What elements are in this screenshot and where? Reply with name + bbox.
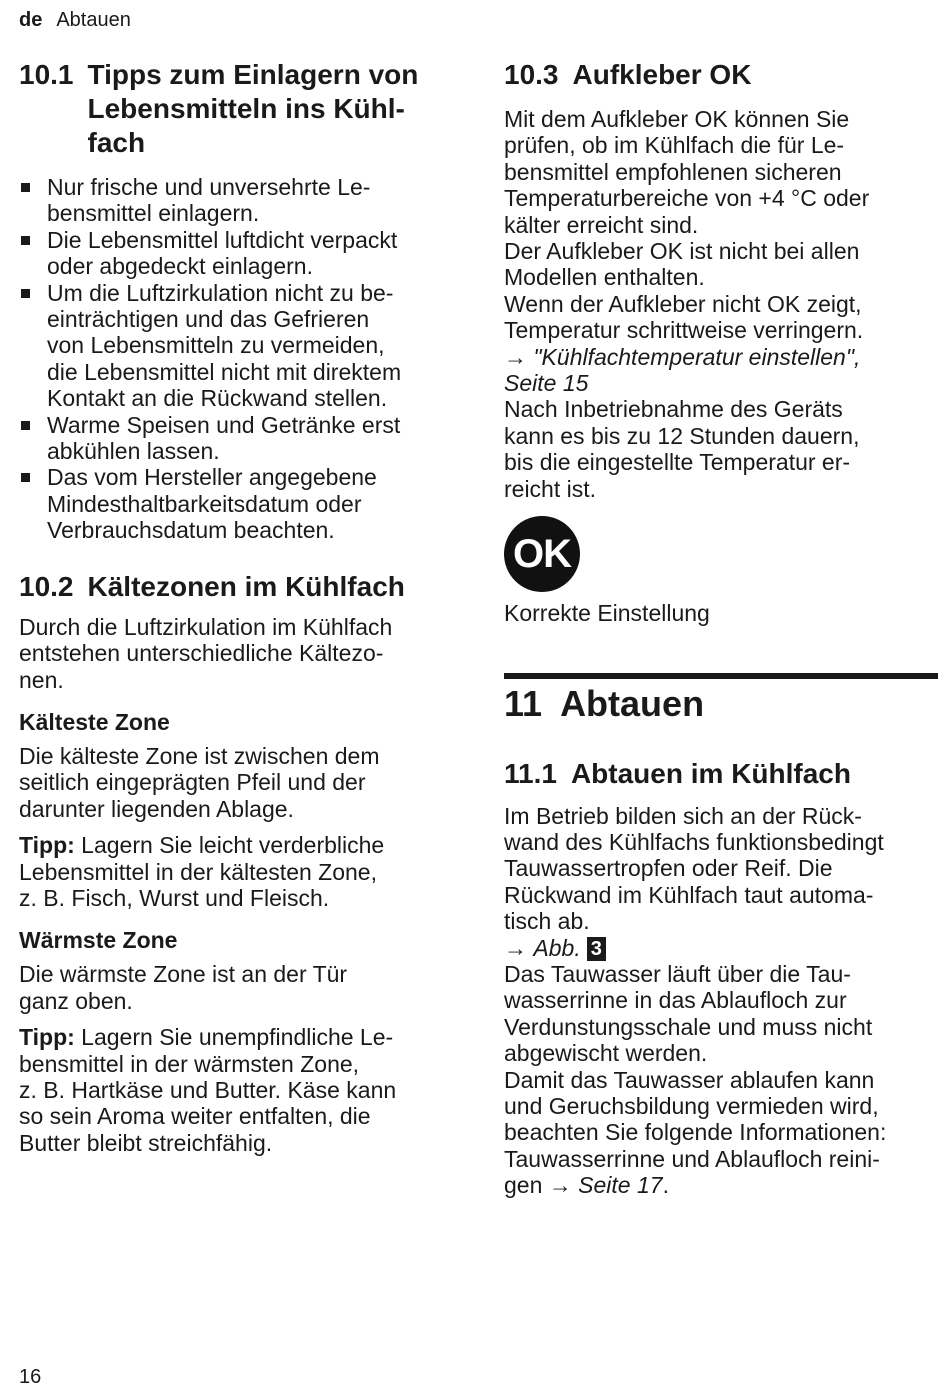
page-link[interactable]: Seite 17 [578, 1172, 663, 1199]
ok-caption: Korrekte Einstellung [504, 600, 710, 627]
section-number: 10.3 [504, 59, 559, 90]
warmest-zone-text: Die wärmste Zone ist an der Tür ganz oben. [19, 961, 348, 1014]
list-item: Um die Luftzirkulation nicht zu be- einträchtigen und das Gefrieren von Lebensmitteln zu vermeiden, die Lebensmittel nicht mit direktem Kontakt an die Rückwand stellen. [19, 280, 459, 412]
figure-reference[interactable] [504, 935, 938, 961]
section-title: Aufkleber OK [572, 59, 752, 90]
coldest-zone-text: Die kälteste Zone ist zwischen dem seitlich eingeprägten Pfeil und der darunter liegenden Ablage. [19, 742, 380, 822]
defrost-text-1: Im Betrieb bilden sich an der Rück- wand des Kühlfachs funktionsbedingt Tauwassertropfen oder Reif. Die Rückwand im Kühlfach taut automa- tisch ab. [504, 802, 884, 935]
list-item: Warme Speisen und Getränke erst abkühlen lassen. [19, 412, 459, 465]
section-title: Tipps zum Einlagern von Lebensmitteln ins Kühl- fach [87, 59, 419, 158]
defrost-text-3: Damit das Tauwasser ablaufen kann und Geruchsbildung vermieden wird, beachten Sie folgende Informationen: Tauwasserrinne und Ablaufloch reini- gen → Seite 17. [504, 1066, 887, 1199]
section-number: 11.1 [504, 757, 557, 789]
section-10-2-heading [19, 570, 459, 604]
chapter-divider [504, 673, 938, 679]
section-number: 10.2 [19, 570, 74, 602]
ok-sticker-icon: OK [504, 516, 580, 592]
chapter-number: 11 [504, 682, 543, 724]
right-column [504, 58, 938, 1199]
coldest-zone-tip: Tipp: Lagern Sie leicht verderbliche Lebensmittel in der kältesten Zone, z. B. Fisch, Wurst und Fleisch. [19, 832, 385, 911]
section-title: Kältezonen im Kühlfach [87, 570, 405, 602]
cross-reference[interactable]: → "Kühlfachtemperatur einstellen", Seite 15 [504, 343, 861, 397]
warmest-zone-heading: Wärmste Zone [19, 927, 178, 954]
storage-tips-list [19, 174, 459, 544]
coldest-zone-heading: Kälteste Zone [19, 708, 170, 735]
left-column [19, 58, 459, 1156]
section-10-3-heading [504, 58, 938, 92]
page-number: 16 [19, 1366, 42, 1388]
ok-sticker-availability: Der Aufkleber OK ist nicht bei allen Modellen enthalten. [504, 238, 860, 291]
list-item: Die Lebensmittel luftdicht verpackt oder abgedeckt einlagern. [19, 227, 459, 280]
language-code: de [19, 9, 43, 31]
ok-sticker-text: Mit dem Aufkleber OK können Sie prüfen, ob im Kühlfach die für Le- bensmittel empfohlenen sicheren Temperaturbereiche von +4 °C oder kälter erreicht sind. [504, 106, 870, 238]
arrow-right-icon: → [548, 1172, 572, 1199]
section-title: Abtauen im Kühlfach [570, 757, 851, 789]
list-item: Das vom Hersteller angegebene Mindesthaltbarkeitsdatum oder Verbrauchsdatum beachten. [19, 464, 459, 543]
ok-sticker-instruction: Wenn der Aufkleber nicht OK zeigt, Temperatur schrittweise verringern. [504, 290, 864, 344]
arrow-right-icon: → [504, 343, 527, 370]
tip-label: Tipp: [19, 832, 75, 859]
defrost-text-2: Das Tauwasser läuft über die Tau- wasserrinne in das Ablaufloch zur Verdunstungsschale und muss nicht abgewischt werden. [504, 960, 873, 1067]
chapter-title: Abtauen [560, 682, 705, 724]
page-header [19, 9, 131, 32]
section-10-1-heading [19, 58, 459, 160]
arrow-right-icon: → [504, 934, 527, 961]
startup-note: Nach Inbetriebnahme des Geräts kann es bis zu 12 Stunden dauern, bis die eingestellte Temperatur er- reicht ist. [504, 396, 860, 502]
section-number: 10.1 [19, 59, 74, 90]
section-11-1-heading [504, 757, 938, 791]
chapter-11-heading [504, 683, 938, 725]
figure-number-badge: 3 [587, 937, 606, 961]
figure-label: Abb. [533, 934, 581, 961]
running-section-title: Abtauen [56, 9, 131, 31]
list-item: Nur frische und unversehrte Le- bensmittel einlagern. [19, 174, 459, 227]
warmest-zone-tip: Tipp: Lagern Sie unempfindliche Le- bensmittel in der wärmsten Zone, z. B. Hartkäse und Butter. Käse kann so sein Aroma weiter entfalten, die Butter bleibt streichfähig. [19, 1024, 397, 1156]
cold-zones-intro: Durch die Luftzirkulation im Kühlfach entstehen unterschiedliche Kältezo- nen. [19, 613, 393, 693]
tip-label: Tipp: [19, 1024, 75, 1051]
